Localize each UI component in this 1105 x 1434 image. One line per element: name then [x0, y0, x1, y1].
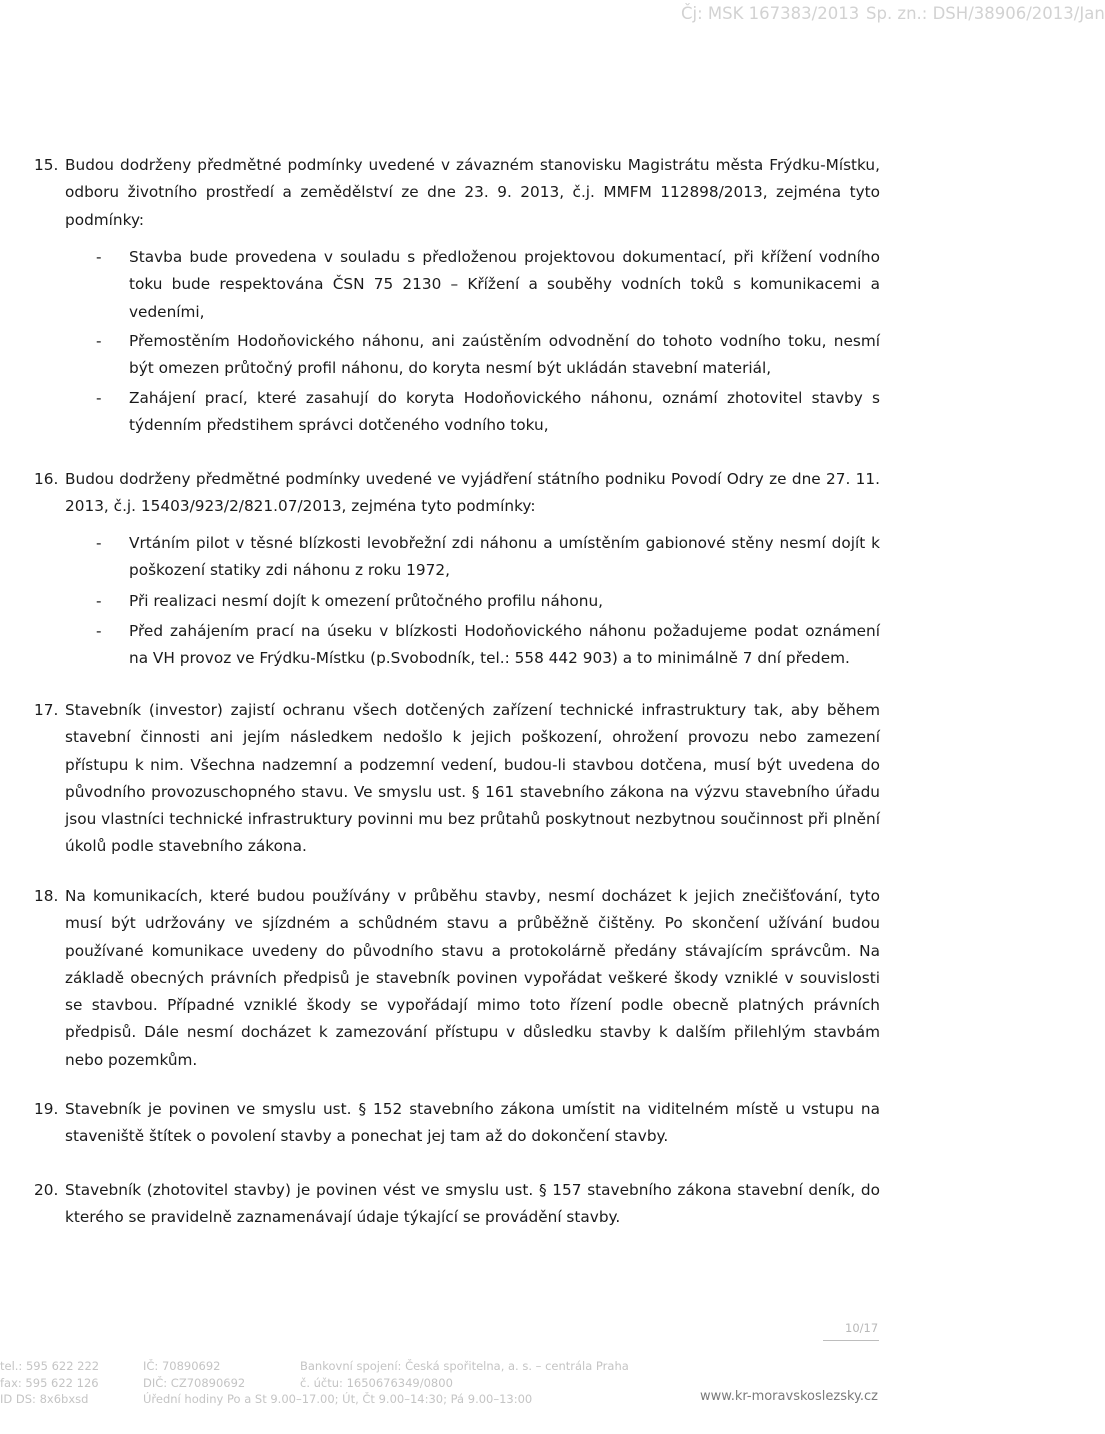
condition-subitem	[96, 530, 880, 585]
footer-bank-name: Bankovní spojení: Česká spořitelna, a. s. – centrála Praha	[300, 1359, 629, 1373]
footer-website-link[interactable]: www.kr-moravskoslezsky.cz	[700, 1389, 878, 1404]
reference-cj: Čj: MSK 167383/2013	[681, 4, 860, 23]
condition-number: 15.	[34, 156, 59, 174]
subitem-text: Přemostěním Hodoňovického náhonu, ani zaústěním odvodnění do tohoto vodního toku, nesmí být omezen průtočný profil náhonu, do koryta nesmí být ukládán stavební materiál,	[129, 332, 880, 378]
page-number: 10/17	[845, 1321, 879, 1335]
condition-item	[34, 152, 880, 234]
subitem-text: Vrtáním pilot v těsné blízkosti levobřežní zdi náhonu a umístěním gabionové stěny nesmí dojít k poškození statiky zdi náhonu z roku 1972,	[129, 534, 880, 580]
condition-number: 20.	[34, 1181, 59, 1199]
footer-phone: tel.: 595 622 222	[0, 1359, 100, 1373]
bullet-dash: -	[96, 389, 102, 407]
reference-sp: Sp. zn.: DSH/38906/2013/Jan	[866, 4, 1105, 23]
footer-bank	[300, 1358, 629, 1391]
condition-item	[34, 697, 880, 861]
condition-number: 19.	[34, 1100, 59, 1118]
condition-text: Budou dodrženy předmětné podmínky uvedené v závazném stanovisku Magistrátu města Frýdku-Místku, odboru životního prostředí a zemědělství ze dne 23. 9. 2013, č.j. MMFM 112898/2013, zejména tyto podmínky:	[65, 156, 880, 229]
footer-ic: IČ: 70890692	[143, 1359, 221, 1373]
condition-text: Na komunikacích, které budou používány v průběhu stavby, nesmí docházet k jejich znečišťování, tyto musí být udržovány ve sjízdném a schůdném stavu a průběžně čištěny. Po skončení užívání budou používané komunikace uvedeny do původního stavu a protokolárně předány stávajícím správcům. Na základě obecných právních předpisů je stavebník povinen vypořádat veškeré škody vzniklé v souvislosti se stavbou. Případné vzniklé škody se vypořádají mimo toto řízení podle obecně platných právních předpisů. Dále nesmí docházet k zamezování přístupu v důsledku stavby k dalším přilehlým stavbám nebo pozemkům.	[65, 887, 880, 1069]
bullet-dash: -	[96, 622, 102, 640]
footer-account: č. účtu: 1650676349/0800	[300, 1375, 453, 1390]
condition-number: 18.	[34, 887, 59, 905]
condition-number: 17.	[34, 701, 59, 719]
condition-text: Stavebník je povinen ve smyslu ust. § 152 stavebního zákona umístit na viditelném místě u vstupu na staveniště štítek o povolení stavby a ponechat jej tam až do dokončení stavby.	[65, 1100, 880, 1146]
subitem-text: Při realizaci nesmí dojít k omezení průtočného profilu náhonu,	[129, 592, 604, 610]
footer-data-box: ID DS: 8x6bxsd	[0, 1392, 89, 1406]
condition-subitem	[96, 244, 880, 326]
condition-item	[34, 1096, 880, 1151]
page-number-divider	[823, 1340, 879, 1341]
condition-text: Stavebník (investor) zajistí ochranu všech dotčených zařízení technické infrastruktury tak, aby během stavební činnosti ani jejím následkem nedošlo k jejich poškození, ohrožení provozu nebo zamezení přístupu k nim. Všechna nadzemní a podzemní vedení, budou-li stavbou dotčena, musí být uvedena do původního provozuschopného stavu. Ve smyslu ust. § 161 stavebního zákona na výzvu stavebního úřadu jsou vlastníci technické infrastruktury povinni mu bez průtahů poskytnout nezbytnou součinnost při plnění úkolů podle stavebního zákona.	[65, 701, 880, 856]
footer-fax: fax: 595 622 126	[0, 1375, 99, 1390]
bullet-dash: -	[96, 592, 102, 610]
condition-text: Stavebník (zhotovitel stavby) je povinen vést ve smyslu ust. § 157 stavebního zákona stavební deník, do kterého se pravidelně zaznamenávají údaje týkající se provádění stavby.	[65, 1181, 880, 1227]
bullet-dash: -	[96, 332, 102, 350]
condition-item	[34, 1177, 880, 1232]
condition-item	[34, 883, 880, 1074]
footer-office-hours: Úřední hodiny Po a St 9.00–17.00; Út, Čt 9.00–14:30; Pá 9.00–13:00	[143, 1392, 533, 1406]
footer-dic: DIČ: CZ70890692	[143, 1375, 246, 1390]
condition-text: Budou dodrženy předmětné podmínky uvedené ve vyjádření státního podniku Povodí Odry ze dne 27. 11. 2013, č.j. 15403/923/2/821.07/2013, zejména tyto podmínky:	[65, 470, 880, 516]
subitem-text: Zahájení prací, které zasahují do koryta Hodoňovického náhonu, oznámí zhotovitel stavby s týdenním předstihem správci dotčeného vodního toku,	[129, 389, 880, 435]
bullet-dash: -	[96, 248, 102, 266]
subitem-text: Před zahájením prací na úseku v blízkosti Hodoňovického náhonu požadujeme podat oznámení na VH provoz ve Frýdku-Místku (p.Svobodník, tel.: 558 442 903) a to minimálně 7 dní předem.	[129, 622, 880, 668]
condition-subitem	[96, 328, 880, 383]
condition-number: 16.	[34, 470, 59, 488]
footer-contact	[0, 1358, 99, 1408]
bullet-dash: -	[96, 534, 102, 552]
subitem-text: Stavba bude provedena v souladu s předloženou projektovou dokumentací, při křížení vodního toku bude respektována ČSN 75 2130 – Křížení a souběhy vodních toků s komunikacemi a vedeními,	[129, 248, 880, 321]
condition-item	[34, 466, 880, 521]
condition-subitem	[96, 618, 880, 673]
condition-subitem	[96, 588, 880, 615]
condition-subitem	[96, 385, 880, 440]
